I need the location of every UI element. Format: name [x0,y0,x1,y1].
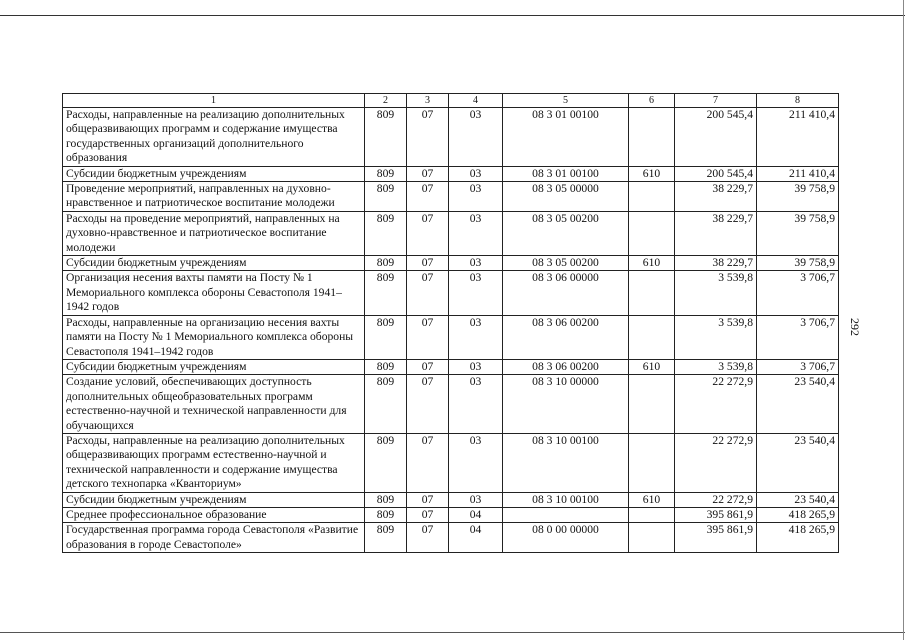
table-row [63,507,839,522]
row-expense-type-cell [629,211,675,255]
row-expense-type-cell [629,271,675,315]
table-row [63,523,839,553]
row-section-cell: 07 [407,108,449,167]
row-expense-type-cell: 610 [629,166,675,181]
row-target-code-cell: 08 3 10 00000 [503,375,629,434]
row-admin-code-cell: 809 [365,492,407,507]
header-row [63,94,839,108]
row-section-cell: 07 [407,359,449,374]
header-cell-2: 2 [365,94,407,108]
row-name-cell: Расходы, направленные на организацию несения вахты памяти на Посту № 1 Мемориального комплекса обороны Севастополя 1941–1942 годов [63,315,365,359]
row-amount-year2-cell: 23 540,4 [757,433,839,492]
row-amount-year2-cell: 418 265,9 [757,507,839,522]
row-amount-year2-cell: 3 706,7 [757,315,839,359]
row-admin-code-cell: 809 [365,271,407,315]
row-amount-year2-cell: 39 758,9 [757,256,839,271]
header-cell-5: 5 [503,94,629,108]
row-admin-code-cell: 809 [365,315,407,359]
row-admin-code-cell: 809 [365,211,407,255]
row-name-cell: Организация несения вахты памяти на Посту № 1 Мемориального комплекса обороны Севастополя 1941–1942 годов [63,271,365,315]
row-expense-type-cell [629,108,675,167]
row-target-code-cell: 08 3 06 00200 [503,359,629,374]
row-expense-type-cell [629,507,675,522]
row-target-code-cell: 08 3 10 00100 [503,433,629,492]
row-name-cell: Проведение мероприятий, направленных на духовно-нравственное и патриотическое воспитание молодежи [63,182,365,212]
header-cell-6: 6 [629,94,675,108]
row-amount-year2-cell: 39 758,9 [757,182,839,212]
table-row [63,315,839,359]
row-subsection-cell: 03 [449,433,503,492]
row-amount-year1-cell: 22 272,9 [675,492,757,507]
page-right-edge [903,0,904,640]
row-section-cell: 07 [407,182,449,212]
table-row [63,256,839,271]
row-admin-code-cell: 809 [365,375,407,434]
row-amount-year1-cell: 3 539,8 [675,271,757,315]
header-cell-4: 4 [449,94,503,108]
row-target-code-cell: 08 3 10 00100 [503,492,629,507]
row-section-cell: 07 [407,375,449,434]
row-amount-year1-cell: 200 545,4 [675,166,757,181]
row-name-cell: Расходы, направленные на реализацию дополнительных общеразвивающих программ и содержание имущества государственных организаций дополнительного образования [63,108,365,167]
row-section-cell: 07 [407,507,449,522]
row-target-code-cell: 08 3 05 00000 [503,182,629,212]
row-section-cell: 07 [407,211,449,255]
row-admin-code-cell: 809 [365,108,407,167]
row-target-code-cell: 08 3 05 00200 [503,256,629,271]
row-amount-year2-cell: 211 410,4 [757,166,839,181]
row-name-cell: Субсидии бюджетным учреждениям [63,359,365,374]
row-amount-year2-cell: 211 410,4 [757,108,839,167]
row-name-cell: Расходы, направленные на реализацию дополнительных общеразвивающих программ естественно-научной и технической направленности и содержание имущества детского технопарка «Кванториум» [63,433,365,492]
row-name-cell: Расходы на проведение мероприятий, направленных на духовно-нравственное и патриотическое воспитание молодежи [63,211,365,255]
row-subsection-cell: 03 [449,375,503,434]
row-name-cell: Государственная программа города Севастополя «Развитие образования в городе Севастополе» [63,523,365,553]
row-section-cell: 07 [407,271,449,315]
row-admin-code-cell: 809 [365,523,407,553]
row-subsection-cell: 03 [449,492,503,507]
row-expense-type-cell [629,523,675,553]
row-expense-type-cell [629,182,675,212]
row-amount-year1-cell: 22 272,9 [675,375,757,434]
row-amount-year1-cell: 3 539,8 [675,315,757,359]
row-expense-type-cell: 610 [629,359,675,374]
row-expense-type-cell [629,375,675,434]
row-amount-year1-cell: 395 861,9 [675,507,757,522]
row-target-code-cell: 08 0 00 00000 [503,523,629,553]
row-section-cell: 07 [407,433,449,492]
row-expense-type-cell: 610 [629,256,675,271]
row-subsection-cell: 03 [449,166,503,181]
row-name-cell: Субсидии бюджетным учреждениям [63,256,365,271]
row-amount-year2-cell: 23 540,4 [757,492,839,507]
row-target-code-cell: 08 3 05 00200 [503,211,629,255]
row-amount-year1-cell: 38 229,7 [675,182,757,212]
row-amount-year2-cell: 39 758,9 [757,211,839,255]
table-row [63,271,839,315]
row-subsection-cell: 03 [449,211,503,255]
row-amount-year2-cell: 3 706,7 [757,271,839,315]
row-section-cell: 07 [407,523,449,553]
row-subsection-cell: 03 [449,182,503,212]
budget-table [62,93,839,553]
header-cell-1: 1 [63,94,365,108]
page-top-rule [0,15,905,16]
row-name-cell: Создание условий, обеспечивающих доступность дополнительных общеобразовательных программ естественно-научной и технической направленности для обучающихся [63,375,365,434]
table-row [63,433,839,492]
row-admin-code-cell: 809 [365,433,407,492]
row-subsection-cell: 04 [449,507,503,522]
row-target-code-cell: 08 3 01 00100 [503,166,629,181]
row-subsection-cell: 03 [449,359,503,374]
row-expense-type-cell [629,315,675,359]
row-section-cell: 07 [407,166,449,181]
header-cell-8: 8 [757,94,839,108]
row-admin-code-cell: 809 [365,182,407,212]
table-row [63,166,839,181]
table-row [63,375,839,434]
row-expense-type-cell [629,433,675,492]
table-row [63,359,839,374]
row-admin-code-cell: 809 [365,507,407,522]
header-cell-7: 7 [675,94,757,108]
row-expense-type-cell: 610 [629,492,675,507]
row-section-cell: 07 [407,492,449,507]
row-section-cell: 07 [407,256,449,271]
row-amount-year2-cell: 23 540,4 [757,375,839,434]
row-admin-code-cell: 809 [365,166,407,181]
row-admin-code-cell: 809 [365,256,407,271]
row-amount-year1-cell: 38 229,7 [675,256,757,271]
row-subsection-cell: 03 [449,271,503,315]
row-admin-code-cell: 809 [365,359,407,374]
row-section-cell: 07 [407,315,449,359]
row-subsection-cell: 03 [449,315,503,359]
row-target-code-cell: 08 3 06 00000 [503,271,629,315]
page-number: 292 [848,318,862,336]
row-target-code-cell: 08 3 01 00100 [503,108,629,167]
row-subsection-cell: 03 [449,108,503,167]
row-name-cell: Среднее профессиональное образование [63,507,365,522]
row-subsection-cell: 04 [449,523,503,553]
table-row [63,492,839,507]
row-amount-year2-cell: 3 706,7 [757,359,839,374]
page-bottom-rule [0,632,905,633]
table-row [63,211,839,255]
row-amount-year1-cell: 38 229,7 [675,211,757,255]
row-amount-year1-cell: 200 545,4 [675,108,757,167]
row-target-code-cell [503,507,629,522]
row-amount-year1-cell: 3 539,8 [675,359,757,374]
row-amount-year1-cell: 22 272,9 [675,433,757,492]
header-cell-3: 3 [407,94,449,108]
row-amount-year1-cell: 395 861,9 [675,523,757,553]
table-row [63,108,839,167]
row-amount-year2-cell: 418 265,9 [757,523,839,553]
row-subsection-cell: 03 [449,256,503,271]
row-target-code-cell: 08 3 06 00200 [503,315,629,359]
row-name-cell: Субсидии бюджетным учреждениям [63,492,365,507]
table-row [63,182,839,212]
row-name-cell: Субсидии бюджетным учреждениям [63,166,365,181]
